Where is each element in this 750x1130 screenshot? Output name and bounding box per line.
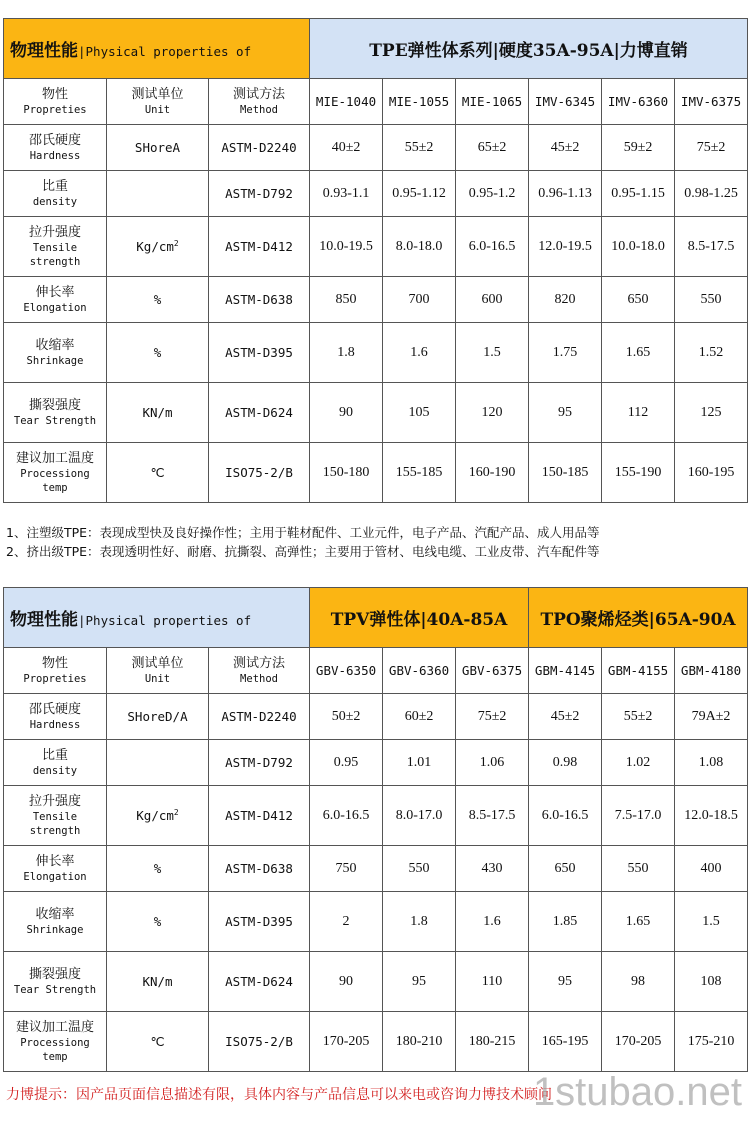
- property-name-en: density: [32, 764, 78, 777]
- unit-text: KN/m: [142, 974, 173, 989]
- value-cell: 1.65: [602, 892, 675, 952]
- product-header: MIE-1055: [383, 79, 456, 125]
- unit-text: %: [153, 914, 162, 929]
- property-name-en: temp: [42, 1050, 68, 1063]
- footer-tip: 力博提示：因产品页面信息描述有限，具体内容与产品信息可以来电或咨询力博技术顾问: [6, 1087, 552, 1103]
- value-cell: 750: [310, 846, 383, 892]
- table-title-tpo: TPO聚烯烃类|65A-90A: [529, 588, 748, 648]
- unit-cell: [107, 443, 209, 503]
- note-line: 1、注塑级TPE：表现成型快及良好操作性；主用于鞋材配件、工业元件，电子产品、汽配产品、成人用品等: [6, 525, 600, 540]
- value-cell: 550: [383, 846, 456, 892]
- property-name-en: Tensile: [32, 810, 78, 823]
- value-cell: 108: [675, 952, 748, 1012]
- value-cell: 112: [602, 383, 675, 443]
- property-name-en: strength: [29, 824, 81, 837]
- unit-superscript: 2: [173, 807, 179, 817]
- unit-cell: [107, 217, 209, 277]
- value-cell: 180-215: [456, 1012, 529, 1072]
- footer: [0, 1070, 750, 1114]
- table-row: [4, 952, 748, 1012]
- property-name-en: Elongation: [23, 870, 87, 883]
- value-cell: 45±2: [529, 125, 602, 171]
- value-cell: 120: [456, 383, 529, 443]
- value-cell: 550: [602, 846, 675, 892]
- value-cell: 160-195: [675, 443, 748, 503]
- unit-text: %: [153, 345, 162, 360]
- value-cell: 400: [675, 846, 748, 892]
- property-name-zh: 收缩率: [35, 906, 75, 922]
- value-cell: 6.0-16.5: [310, 786, 383, 846]
- value-cell: 0.93-1.1: [310, 171, 383, 217]
- value-cell: 1.85: [529, 892, 602, 952]
- value-cell: 0.95-1.2: [456, 171, 529, 217]
- property-cell: [4, 125, 107, 171]
- property-name-zh: 撕裂强度: [28, 397, 81, 413]
- value-cell: 850: [310, 277, 383, 323]
- table-row: [4, 171, 748, 217]
- unit-cell: [107, 952, 209, 1012]
- title-en: |Physical properties of: [78, 44, 252, 59]
- table-row: [4, 694, 748, 740]
- unit-cell: [107, 171, 209, 217]
- unit-cell: [107, 125, 209, 171]
- property-name-zh: 比重: [41, 178, 68, 194]
- property-name-zh: 邵氏硬度: [28, 701, 81, 717]
- value-cell: 650: [602, 277, 675, 323]
- table-row: [4, 846, 748, 892]
- col-header-method: 测试方法 Method: [209, 648, 310, 694]
- col-header-method: 测试方法 Method: [209, 79, 310, 125]
- value-cell: 8.5-17.5: [456, 786, 529, 846]
- property-name-en: Processiong: [20, 467, 90, 480]
- method-cell: ASTM-D624: [209, 383, 310, 443]
- method-cell: ASTM-D395: [209, 892, 310, 952]
- value-cell: 6.0-16.5: [529, 786, 602, 846]
- table-row: [4, 1012, 748, 1072]
- property-name-en: temp: [42, 481, 68, 494]
- col-header-property: 物性 Propreties: [4, 648, 107, 694]
- unit-text: ℃: [150, 465, 165, 480]
- value-cell: 10.0-19.5: [310, 217, 383, 277]
- property-name-en: Elongation: [23, 301, 87, 314]
- value-cell: 550: [675, 277, 748, 323]
- value-cell: 7.5-17.0: [602, 786, 675, 846]
- property-cell: [4, 1012, 107, 1072]
- property-cell: [4, 694, 107, 740]
- value-cell: 12.0-18.5: [675, 786, 748, 846]
- value-cell: 95: [529, 952, 602, 1012]
- property-name-en: density: [32, 195, 78, 208]
- value-cell: 1.52: [675, 323, 748, 383]
- unit-text: Kg/cm: [136, 808, 174, 824]
- value-cell: 0.95-1.15: [602, 171, 675, 217]
- value-cell: 600: [456, 277, 529, 323]
- property-name-zh: 拉升强度: [28, 793, 81, 809]
- value-cell: 1.02: [602, 740, 675, 786]
- method-cell: ASTM-D395: [209, 323, 310, 383]
- value-cell: 105: [383, 383, 456, 443]
- property-name-zh: 建议加工温度: [15, 450, 94, 466]
- value-cell: 95: [383, 952, 456, 1012]
- value-cell: 60±2: [383, 694, 456, 740]
- value-cell: 50±2: [310, 694, 383, 740]
- property-cell: [4, 786, 107, 846]
- property-cell: [4, 217, 107, 277]
- property-name-en: Tear Strength: [13, 414, 97, 427]
- property-cell: [4, 323, 107, 383]
- value-cell: 75±2: [675, 125, 748, 171]
- property-name-en: Hardness: [29, 718, 81, 731]
- value-cell: 10.0-18.0: [602, 217, 675, 277]
- value-cell: 98: [602, 952, 675, 1012]
- value-cell: 700: [383, 277, 456, 323]
- title-en: |Physical properties of: [78, 613, 252, 628]
- property-cell: [4, 171, 107, 217]
- value-cell: 0.95: [310, 740, 383, 786]
- value-cell: 170-205: [310, 1012, 383, 1072]
- method-cell: ISO75-2/B: [209, 443, 310, 503]
- value-cell: 79A±2: [675, 694, 748, 740]
- unit-cell: [107, 1012, 209, 1072]
- table-title-tpv: TPV弹性体|40A-85A: [310, 588, 529, 648]
- table-body: [4, 125, 748, 503]
- table-row: [4, 277, 748, 323]
- unit-text: SHoreA: [134, 140, 181, 155]
- value-cell: 125: [675, 383, 748, 443]
- property-name-en: Tear Strength: [13, 983, 97, 996]
- unit-cell: [107, 383, 209, 443]
- unit-text: %: [153, 292, 162, 307]
- product-header: IMV-6345: [529, 79, 602, 125]
- unit-cell: [107, 892, 209, 952]
- unit-cell: [107, 740, 209, 786]
- product-header: MIE-1040: [310, 79, 383, 125]
- property-name-zh: 拉升强度: [28, 224, 81, 240]
- table-title-row: [4, 588, 748, 648]
- property-name-en: Tensile: [32, 241, 78, 254]
- property-name-zh: 撕裂强度: [28, 966, 81, 982]
- product-header: IMV-6375: [675, 79, 748, 125]
- value-cell: 1.5: [675, 892, 748, 952]
- value-cell: 55±2: [383, 125, 456, 171]
- property-name-zh: 收缩率: [35, 337, 75, 353]
- table-row: [4, 125, 748, 171]
- property-cell: [4, 277, 107, 323]
- value-cell: 165-195: [529, 1012, 602, 1072]
- property-name-en: strength: [29, 255, 81, 268]
- value-cell: 75±2: [456, 694, 529, 740]
- value-cell: 110: [456, 952, 529, 1012]
- value-cell: 8.0-17.0: [383, 786, 456, 846]
- property-name-zh: 比重: [41, 747, 68, 763]
- product-header: GBM-4145: [529, 648, 602, 694]
- column-header-row: [4, 79, 748, 125]
- unit-text: KN/m: [142, 405, 173, 420]
- value-cell: 90: [310, 383, 383, 443]
- method-cell: ASTM-D412: [209, 786, 310, 846]
- value-cell: 1.5: [456, 323, 529, 383]
- value-cell: 95: [529, 383, 602, 443]
- unit-cell: [107, 323, 209, 383]
- property-name-zh: 邵氏硬度: [28, 132, 81, 148]
- title-zh: 物理性能: [10, 610, 78, 630]
- table-title-left: [4, 588, 310, 648]
- value-cell: 2: [310, 892, 383, 952]
- value-cell: 155-190: [602, 443, 675, 503]
- note-line: 2、挤出级TPE：表现透明性好、耐磨、抗撕裂、高弹性；主要用于管材、电线电缆、工业皮带、汽车配件等: [6, 544, 600, 559]
- value-cell: 8.5-17.5: [675, 217, 748, 277]
- value-cell: 430: [456, 846, 529, 892]
- unit-text: ℃: [150, 1034, 165, 1049]
- unit-text: %: [153, 861, 162, 876]
- property-cell: [4, 740, 107, 786]
- method-cell: ASTM-D2240: [209, 125, 310, 171]
- value-cell: 0.98-1.25: [675, 171, 748, 217]
- properties-table-tpv-tpo: [3, 587, 748, 1072]
- value-cell: 65±2: [456, 125, 529, 171]
- unit-text: SHoreD/A: [127, 709, 188, 724]
- unit-cell: [107, 786, 209, 846]
- unit-cell: [107, 694, 209, 740]
- value-cell: 170-205: [602, 1012, 675, 1072]
- method-cell: ASTM-D2240: [209, 694, 310, 740]
- properties-table-tpe: [3, 18, 748, 503]
- method-cell: ASTM-D638: [209, 846, 310, 892]
- value-cell: 1.65: [602, 323, 675, 383]
- col-header-property: 物性 Propreties: [4, 79, 107, 125]
- value-cell: 180-210: [383, 1012, 456, 1072]
- value-cell: 650: [529, 846, 602, 892]
- value-cell: 150-185: [529, 443, 602, 503]
- product-header: MIE-1065: [456, 79, 529, 125]
- value-cell: 1.6: [383, 323, 456, 383]
- table-row: [4, 892, 748, 952]
- table-row: [4, 323, 748, 383]
- value-cell: 820: [529, 277, 602, 323]
- col-header-unit: 测试单位 Unit: [107, 648, 209, 694]
- usage-notes: [6, 523, 600, 561]
- watermark: 1stubao.net: [532, 1070, 742, 1114]
- property-name-zh: 建议加工温度: [15, 1019, 94, 1035]
- property-name-en: Shrinkage: [26, 923, 84, 936]
- value-cell: 59±2: [602, 125, 675, 171]
- product-header: GBM-4155: [602, 648, 675, 694]
- col-header-unit: 测试单位 Unit: [107, 79, 209, 125]
- product-header: GBM-4180: [675, 648, 748, 694]
- value-cell: 1.8: [383, 892, 456, 952]
- value-cell: 1.6: [456, 892, 529, 952]
- property-cell: [4, 443, 107, 503]
- value-cell: 55±2: [602, 694, 675, 740]
- value-cell: 0.98: [529, 740, 602, 786]
- method-cell: ASTM-D624: [209, 952, 310, 1012]
- value-cell: 8.0-18.0: [383, 217, 456, 277]
- table-title-left: [4, 19, 310, 79]
- table-row: [4, 786, 748, 846]
- property-name-en: Processiong: [20, 1036, 90, 1049]
- product-header: IMV-6360: [602, 79, 675, 125]
- value-cell: 150-180: [310, 443, 383, 503]
- column-header-row: [4, 648, 748, 694]
- table-row: [4, 217, 748, 277]
- property-cell: [4, 383, 107, 443]
- value-cell: 1.75: [529, 323, 602, 383]
- method-cell: ASTM-D792: [209, 740, 310, 786]
- value-cell: 90: [310, 952, 383, 1012]
- unit-text: Kg/cm: [136, 239, 174, 255]
- value-cell: 45±2: [529, 694, 602, 740]
- value-cell: 175-210: [675, 1012, 748, 1072]
- unit-cell: [107, 277, 209, 323]
- value-cell: 1.01: [383, 740, 456, 786]
- value-cell: 160-190: [456, 443, 529, 503]
- property-cell: [4, 846, 107, 892]
- property-cell: [4, 892, 107, 952]
- table-title-row: [4, 19, 748, 79]
- value-cell: 1.08: [675, 740, 748, 786]
- unit-cell: [107, 846, 209, 892]
- value-cell: 40±2: [310, 125, 383, 171]
- value-cell: 6.0-16.5: [456, 217, 529, 277]
- value-cell: 1.06: [456, 740, 529, 786]
- table-row: [4, 383, 748, 443]
- property-cell: [4, 952, 107, 1012]
- table-row: [4, 740, 748, 786]
- property-name-en: Shrinkage: [26, 354, 84, 367]
- table-title-right: TPE弹性体系列|硬度35A-95A|力博直销: [310, 19, 748, 79]
- table-row: [4, 443, 748, 503]
- method-cell: ASTM-D412: [209, 217, 310, 277]
- value-cell: 1.8: [310, 323, 383, 383]
- value-cell: 0.96-1.13: [529, 171, 602, 217]
- title-zh: 物理性能: [10, 41, 78, 61]
- value-cell: 155-185: [383, 443, 456, 503]
- value-cell: 12.0-19.5: [529, 217, 602, 277]
- product-header: GBV-6350: [310, 648, 383, 694]
- product-header: GBV-6375: [456, 648, 529, 694]
- product-header: GBV-6360: [383, 648, 456, 694]
- value-cell: 0.95-1.12: [383, 171, 456, 217]
- method-cell: ASTM-D792: [209, 171, 310, 217]
- property-name-zh: 伸长率: [35, 853, 75, 869]
- property-name-zh: 伸长率: [35, 284, 75, 300]
- unit-superscript: 2: [173, 238, 179, 248]
- method-cell: ISO75-2/B: [209, 1012, 310, 1072]
- method-cell: ASTM-D638: [209, 277, 310, 323]
- table-body: [4, 694, 748, 1072]
- property-name-en: Hardness: [29, 149, 81, 162]
